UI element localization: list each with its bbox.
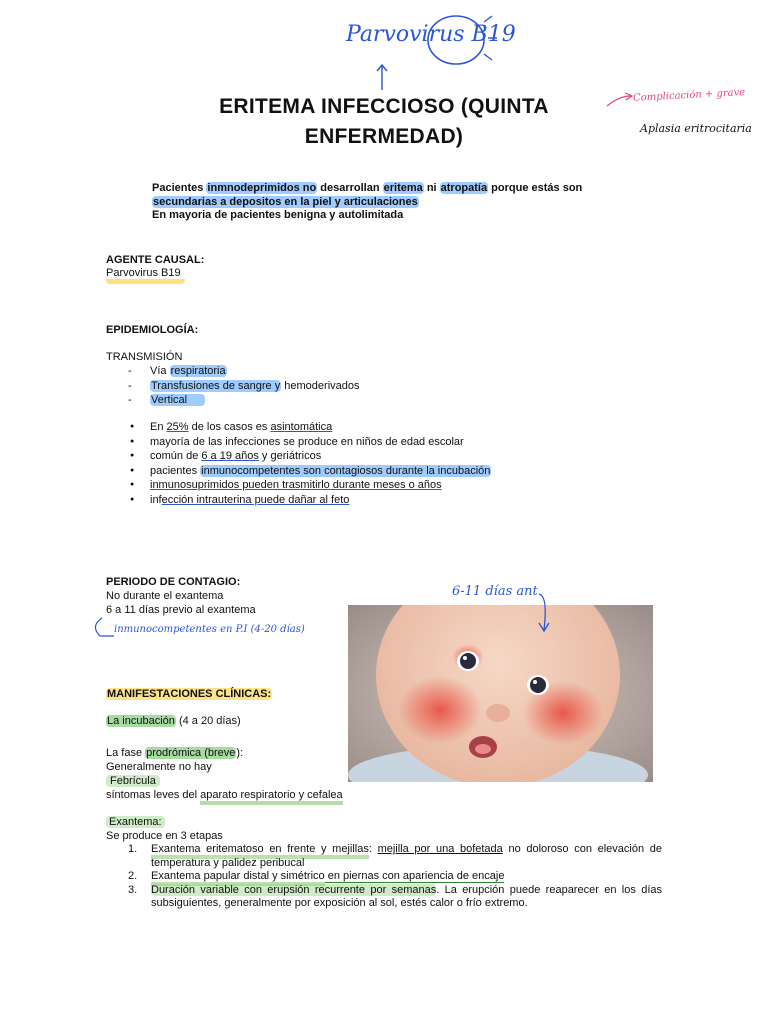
item-text: común de (150, 450, 202, 462)
agente-heading: AGENTE CAUSAL: (106, 254, 205, 266)
list-item (106, 884, 662, 911)
item-highlight: respiratoria (170, 365, 226, 377)
list-item (106, 870, 662, 884)
baby-photo (348, 605, 653, 782)
item-underline: Exantema eritematoso en frente y mejillas (151, 843, 369, 859)
generalmente-line: Generalmente no hay (106, 761, 212, 773)
agente-value (106, 267, 185, 280)
item-number: 1. (128, 843, 138, 855)
item-underline: Exantema papular distal y simétrico (151, 870, 325, 886)
contagio-line-1: No durante el exantema (106, 590, 224, 602)
exantema-intro: Se produce en 3 etapas (106, 830, 223, 842)
days-annotation-text: 6-11 días ant (452, 584, 538, 599)
item-text: : (368, 843, 378, 855)
sintomas-text: síntomas leves del (106, 789, 201, 801)
list-item (128, 449, 588, 464)
sintomas-line (106, 789, 343, 802)
intro-line-2 (152, 196, 602, 210)
incubacion-highlight: La incubación (107, 715, 175, 727)
item-text: . La erupción puede reaparecer en los días subsiguientes, generalmente por exposición al sol, estés calor o frío extremo. (151, 883, 662, 909)
item-text: mayoría de las infecciones se produce en niños de edad escolar (150, 435, 464, 448)
intro-text: porque estás son (488, 182, 583, 194)
transmision-list (106, 364, 506, 408)
list-item (128, 420, 588, 435)
title-line-2: ENFERMEDAD) (304, 125, 464, 148)
up-arrow-icon (372, 62, 392, 92)
intro-text: desarrollan (317, 182, 383, 194)
intro-text: Pacientes (152, 182, 207, 194)
item-highlight: Vertical (150, 394, 205, 406)
list-item (106, 364, 506, 379)
exantema-heading-text: Exantema: (106, 816, 165, 828)
parvovirus-annotation-text: Parvovirus B19 (346, 22, 516, 47)
agente-value-text: Parvovirus B19 (106, 267, 185, 284)
contagio-line-2: 6 a 11 días previo al exantema (106, 604, 256, 616)
item-text: no doloroso con elevación de temperatura y palidez peribucal (151, 843, 662, 869)
list-item (128, 464, 588, 479)
item-highlight: Transfusiones de sangre y (151, 379, 281, 392)
item-text: inf (150, 493, 162, 506)
intro-highlight: inmnodeprimidos no (207, 182, 317, 194)
manifestaciones-heading-text: MANIFESTACIONES CLÍNICAS: (107, 688, 272, 700)
exantema-heading (106, 816, 165, 829)
fase-text: La fase (106, 747, 146, 759)
title-line-1: ERITEMA INFECCIOSO (QUINTA (219, 95, 549, 118)
item-underline: asintomática (270, 421, 333, 433)
item-text: pacientes (150, 464, 201, 477)
sintomas-underline: aparato respiratorio y cefalea (200, 789, 342, 805)
list-item (106, 393, 506, 408)
item-text: En (150, 421, 167, 433)
complication-text: Complicación + grave (632, 87, 746, 104)
annotation-circle-icon (420, 8, 498, 70)
item-text: Vía (150, 365, 170, 377)
immuno-annotation (114, 624, 305, 635)
item-highlight: Duración variable con erupsión recurrente por semanas (151, 883, 437, 896)
febricula-line (106, 775, 160, 788)
intro-line-3: En mayoria de pacientes benigna y autolimitada (152, 209, 404, 221)
list-item (128, 478, 588, 493)
item-text: de los casos es (188, 421, 271, 433)
page-title (0, 92, 768, 152)
item-number: 2. (128, 870, 138, 882)
list-item (128, 435, 588, 450)
item-underline: 6 a 19 años (201, 450, 259, 462)
days-annotation (452, 584, 538, 599)
fase-highlight: prodrómica (breve (146, 747, 236, 759)
item-highlight: inmunocompetentes son contagiosos durante la incubación (201, 464, 491, 477)
item-text: hemoderivados (281, 379, 360, 392)
febricula-highlight: Febrícula (106, 775, 160, 787)
item-underline: 25% (166, 421, 189, 433)
intro-highlight: atropatía (440, 182, 488, 194)
intro-paragraph (152, 182, 602, 223)
item-underline: mejilla por una bofetada (377, 843, 503, 855)
list-item (128, 493, 588, 508)
epidemiologia-heading: EPIDEMIOLOGÍA: (106, 324, 199, 336)
down-arrow-icon (536, 590, 552, 634)
item-underline: inmunosuprimidos pueden trasmitirlo durante meses o años (150, 479, 442, 491)
epidemiologia-bullets (128, 420, 588, 507)
fase-text: ): (236, 747, 244, 759)
exantema-list (106, 843, 662, 911)
item-number: 3. (128, 883, 138, 896)
contagio-heading: PERIODO DE CONTAGIO: (106, 576, 241, 588)
immuno-annotation-text: inmunocompetentes en P.I (4-20 días) (114, 624, 305, 635)
manifestaciones-heading (106, 688, 272, 700)
item-text: en piernas con apariencia de encaje (324, 870, 505, 882)
aplasia-text: Aplasia eritrocitaria (640, 122, 752, 135)
transmision-label: TRANSMISIÓN (106, 351, 183, 363)
item-text: y geriátricos (258, 450, 322, 462)
incubacion-line (106, 715, 241, 728)
list-item (106, 379, 506, 394)
intro-line-1 (152, 182, 602, 196)
intro-highlight: eritema (383, 182, 423, 194)
fase-line (106, 747, 243, 760)
list-item (106, 843, 662, 870)
intro-text: ni (423, 182, 440, 194)
intro-highlight: secundarias a depositos en la piel y articulaciones (153, 195, 418, 208)
incubacion-text: (4 a 20 días) (175, 715, 241, 727)
item-underline: ección intrauterina puede dañar al feto (161, 493, 350, 506)
